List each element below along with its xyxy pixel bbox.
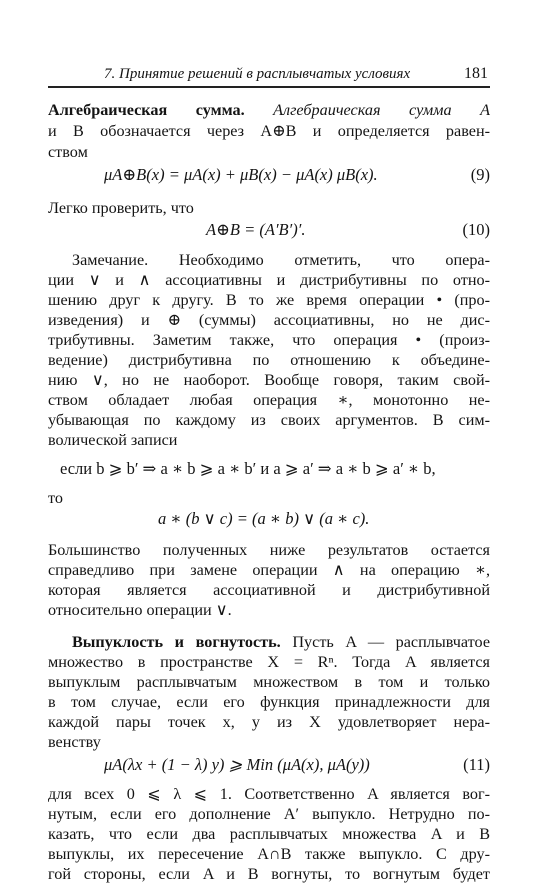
to-line: то — [48, 489, 63, 507]
remark-line-3: шению друг к другу. В то же время операции • (про- — [48, 291, 490, 309]
formula-9: μA⊕B(x) = μA(x) + μB(x) − μA(x) μB(x). — [104, 165, 378, 184]
chapter-title: 7. Принятие решений в расплывчатых условиях — [104, 66, 411, 82]
convex-line-6: венству — [48, 733, 101, 751]
convex-after-line-5: гой стороны, если A и B вогнуты, то вогнутым будет — [48, 865, 490, 883]
remark-line-9: убывающая по каждому из своих аргументов. В сим- — [48, 411, 490, 429]
convex-line-4: в том случае, если его функция принадлежности для — [48, 693, 490, 711]
convex-after-line-4: выпуклы, их пересечение A∩B также выпукло. С дру- — [48, 845, 490, 863]
remark-line-4: изведения) и ⊕ (суммы) ассоциативны, но не дис- — [48, 311, 490, 329]
remark-after-line-1: Большинство полученных ниже результатов остается — [48, 541, 490, 559]
page-number: 181 — [464, 65, 488, 82]
remark-line-6: ведение) дистрибутивна по отношению к объедине- — [48, 351, 490, 369]
remark-line-10: волической записи — [48, 431, 178, 449]
equation-number-10: (10) — [462, 220, 490, 239]
convex-line-1-rest: Пусть A — расплывчатое — [292, 633, 491, 651]
remark-line-5: трибутивны. Заметим также, что операция • (произ- — [48, 331, 490, 349]
equation-number-9: (9) — [470, 165, 490, 184]
sum-paragraph-line-3: ством — [48, 143, 88, 161]
convex-paragraph-line-1 — [72, 632, 490, 652]
formula-11: μA(λx + (1 − λ) y) ⩾ Min (μA(x), μA(y)) — [104, 755, 370, 774]
remark-after-line-2: справедливо при замене операции ∧ на операцию ∗, — [48, 561, 490, 579]
equation-number-11: (11) — [463, 755, 490, 774]
remark-after-line-4: относительно операции ∨. — [48, 601, 232, 619]
convex-line-3: выпуклым расплывчатым множеством в том и только — [48, 673, 490, 691]
remark-line-1: Замечание. Необходимо отметить, что опера- — [72, 251, 490, 269]
convex-line-5: каждой пары точек x, y из X удовлетворяет нера- — [48, 713, 490, 731]
formula-10: A⊕B = (A′B′)′. — [206, 220, 306, 239]
sum-line-1-rest: Алгебраическая сумма A — [273, 101, 490, 119]
formula-distributive: a ∗ (b ∨ c) = (a ∗ b) ∨ (a ∗ c). — [158, 509, 370, 528]
sum-paragraph-line-1 — [48, 100, 490, 120]
remark-after-line-3: которая является ассоциативной и дистрибутивной — [48, 581, 490, 599]
convex-after-line-2: нутым, если его дополнение A′ выпукло. Нетрудно по- — [48, 805, 490, 823]
running-header — [48, 64, 490, 88]
remark-line-8: ством обладает любая операция ∗, монотонно не- — [48, 391, 490, 409]
convex-after-line-1: для всех 0 ⩽ λ ⩽ 1. Соответственно A является вог- — [48, 785, 490, 803]
remark-line-2: ции ∨ и ∧ ассоциативны и дистрибутивны по отно- — [48, 271, 490, 289]
check-line: Легко проверить, что — [48, 199, 194, 217]
convex-after-line-3: казать, что если два расплывчатых множества A и B — [48, 825, 490, 843]
sum-heading: Алгебраическая сумма. — [48, 101, 245, 119]
remark-line-7: нию ∨, но не наоборот. Вообще говоря, таким свой- — [48, 371, 490, 389]
sum-paragraph-line-2: и B обозначается через A⊕B и определяется равен- — [48, 122, 490, 140]
convex-line-2: множество в пространстве X = Rⁿ. Тогда A является — [48, 653, 490, 671]
formula-monotone: если b ⩾ b′ ⇒ a ∗ b ⩾ a ∗ b′ и a ⩾ a′ ⇒ a ∗ b ⩾ a′ ∗ b, — [60, 459, 436, 478]
convex-heading: Выпуклость и вогнутость. — [72, 633, 281, 651]
